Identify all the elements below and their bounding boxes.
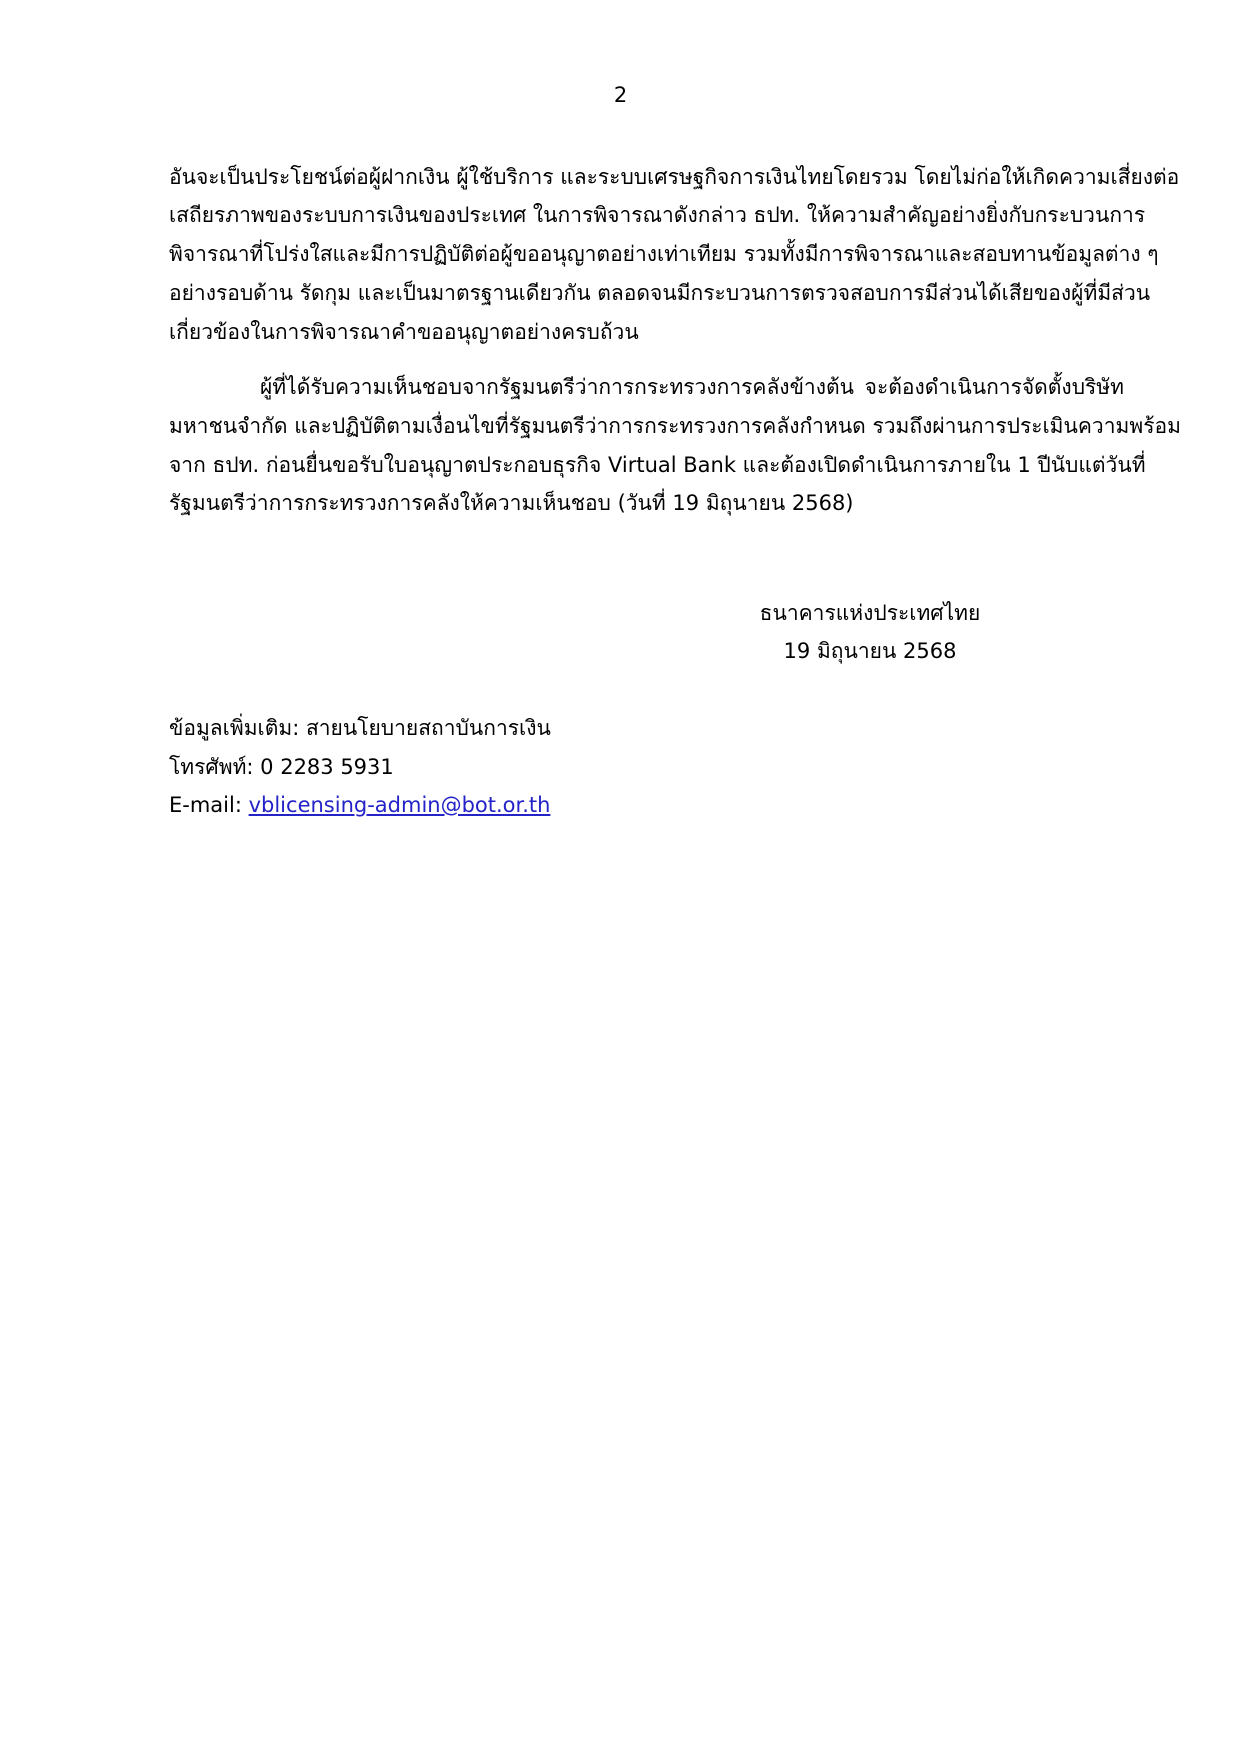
paragraph-1-line-2: เสถียรภาพของระบบการเงินของประเทศ ในการพิจารณาดังกล่าว ธปท. ให้ความสำคัญอย่างยิ่งกับกระบวนการ (169, 203, 1146, 227)
signature-date: 19 มิถุนายน 2568 (783, 639, 957, 663)
signature-organization: ธนาคารแห่งประเทศไทย (759, 601, 981, 625)
paragraph-2-line-2: มหาชนจำกัด และปฏิบัติตามเงื่อนไขที่รัฐมนตรีว่าการกระทรวงการคลังกำหนด รวมถึงผ่านการประเมินความพร้อม (169, 414, 1181, 438)
paragraph-2-line-4: รัฐมนตรีว่าการกระทรวงการคลังให้ความเห็นชอบ (วันที่ 19 มิถุนายน 2568) (169, 491, 854, 515)
email-link[interactable]: vblicensing-admin@bot.or.th (248, 793, 551, 817)
page-number: 2 (613, 83, 628, 107)
email-label: E-mail: (169, 793, 249, 817)
paragraph-1-line-5: เกี่ยวข้องในการพิจารณาคำขออนุญาตอย่างครบถ้วน (169, 320, 639, 344)
contact-info: ข้อมูลเพิ่มเติม: สายนโยบายสถาบันการเงิน (169, 716, 551, 740)
paragraph-1-line-3: พิจารณาที่โปร่งใสและมีการปฏิบัติต่อผู้ขออนุญาตอย่างเท่าเทียม รวมทั้งมีการพิจารณาและสอบทานข้อมูลต่าง ๆ (169, 242, 1159, 266)
paragraph-1-line-4: อย่างรอบด้าน รัดกุม และเป็นมาตรฐานเดียวกัน ตลอดจนมีกระบวนการตรวจสอบการมีส่วนได้เสียของผู้ที่มีส่วน (169, 281, 1151, 305)
contact-phone: โทรศัพท์: 0 2283 5931 (169, 755, 394, 779)
paragraph-2-line-3: จาก ธปท. ก่อนยื่นขอรับใบอนุญาตประกอบธุรกิจ Virtual Bank และต้องเปิดดำเนินการภายใน 1 ปีนับแต่วันที่ (169, 453, 1146, 477)
paragraph-1-line-1: อันจะเป็นประโยชน์ต่อผู้ฝากเงิน ผู้ใช้บริการ และระบบเศรษฐกิจการเงินไทยโดยรวม โดยไม่ก่อให้เกิดความเสี่ยงต่อ (169, 165, 1180, 189)
paragraph-2-line-1: ผู้ที่ได้รับความเห็นชอบจากรัฐมนตรีว่าการกระทรวงการคลังข้างต้น จะต้องดำเนินการจัดตั้งบริษัท (260, 375, 1124, 399)
contact-email-line (169, 790, 550, 820)
